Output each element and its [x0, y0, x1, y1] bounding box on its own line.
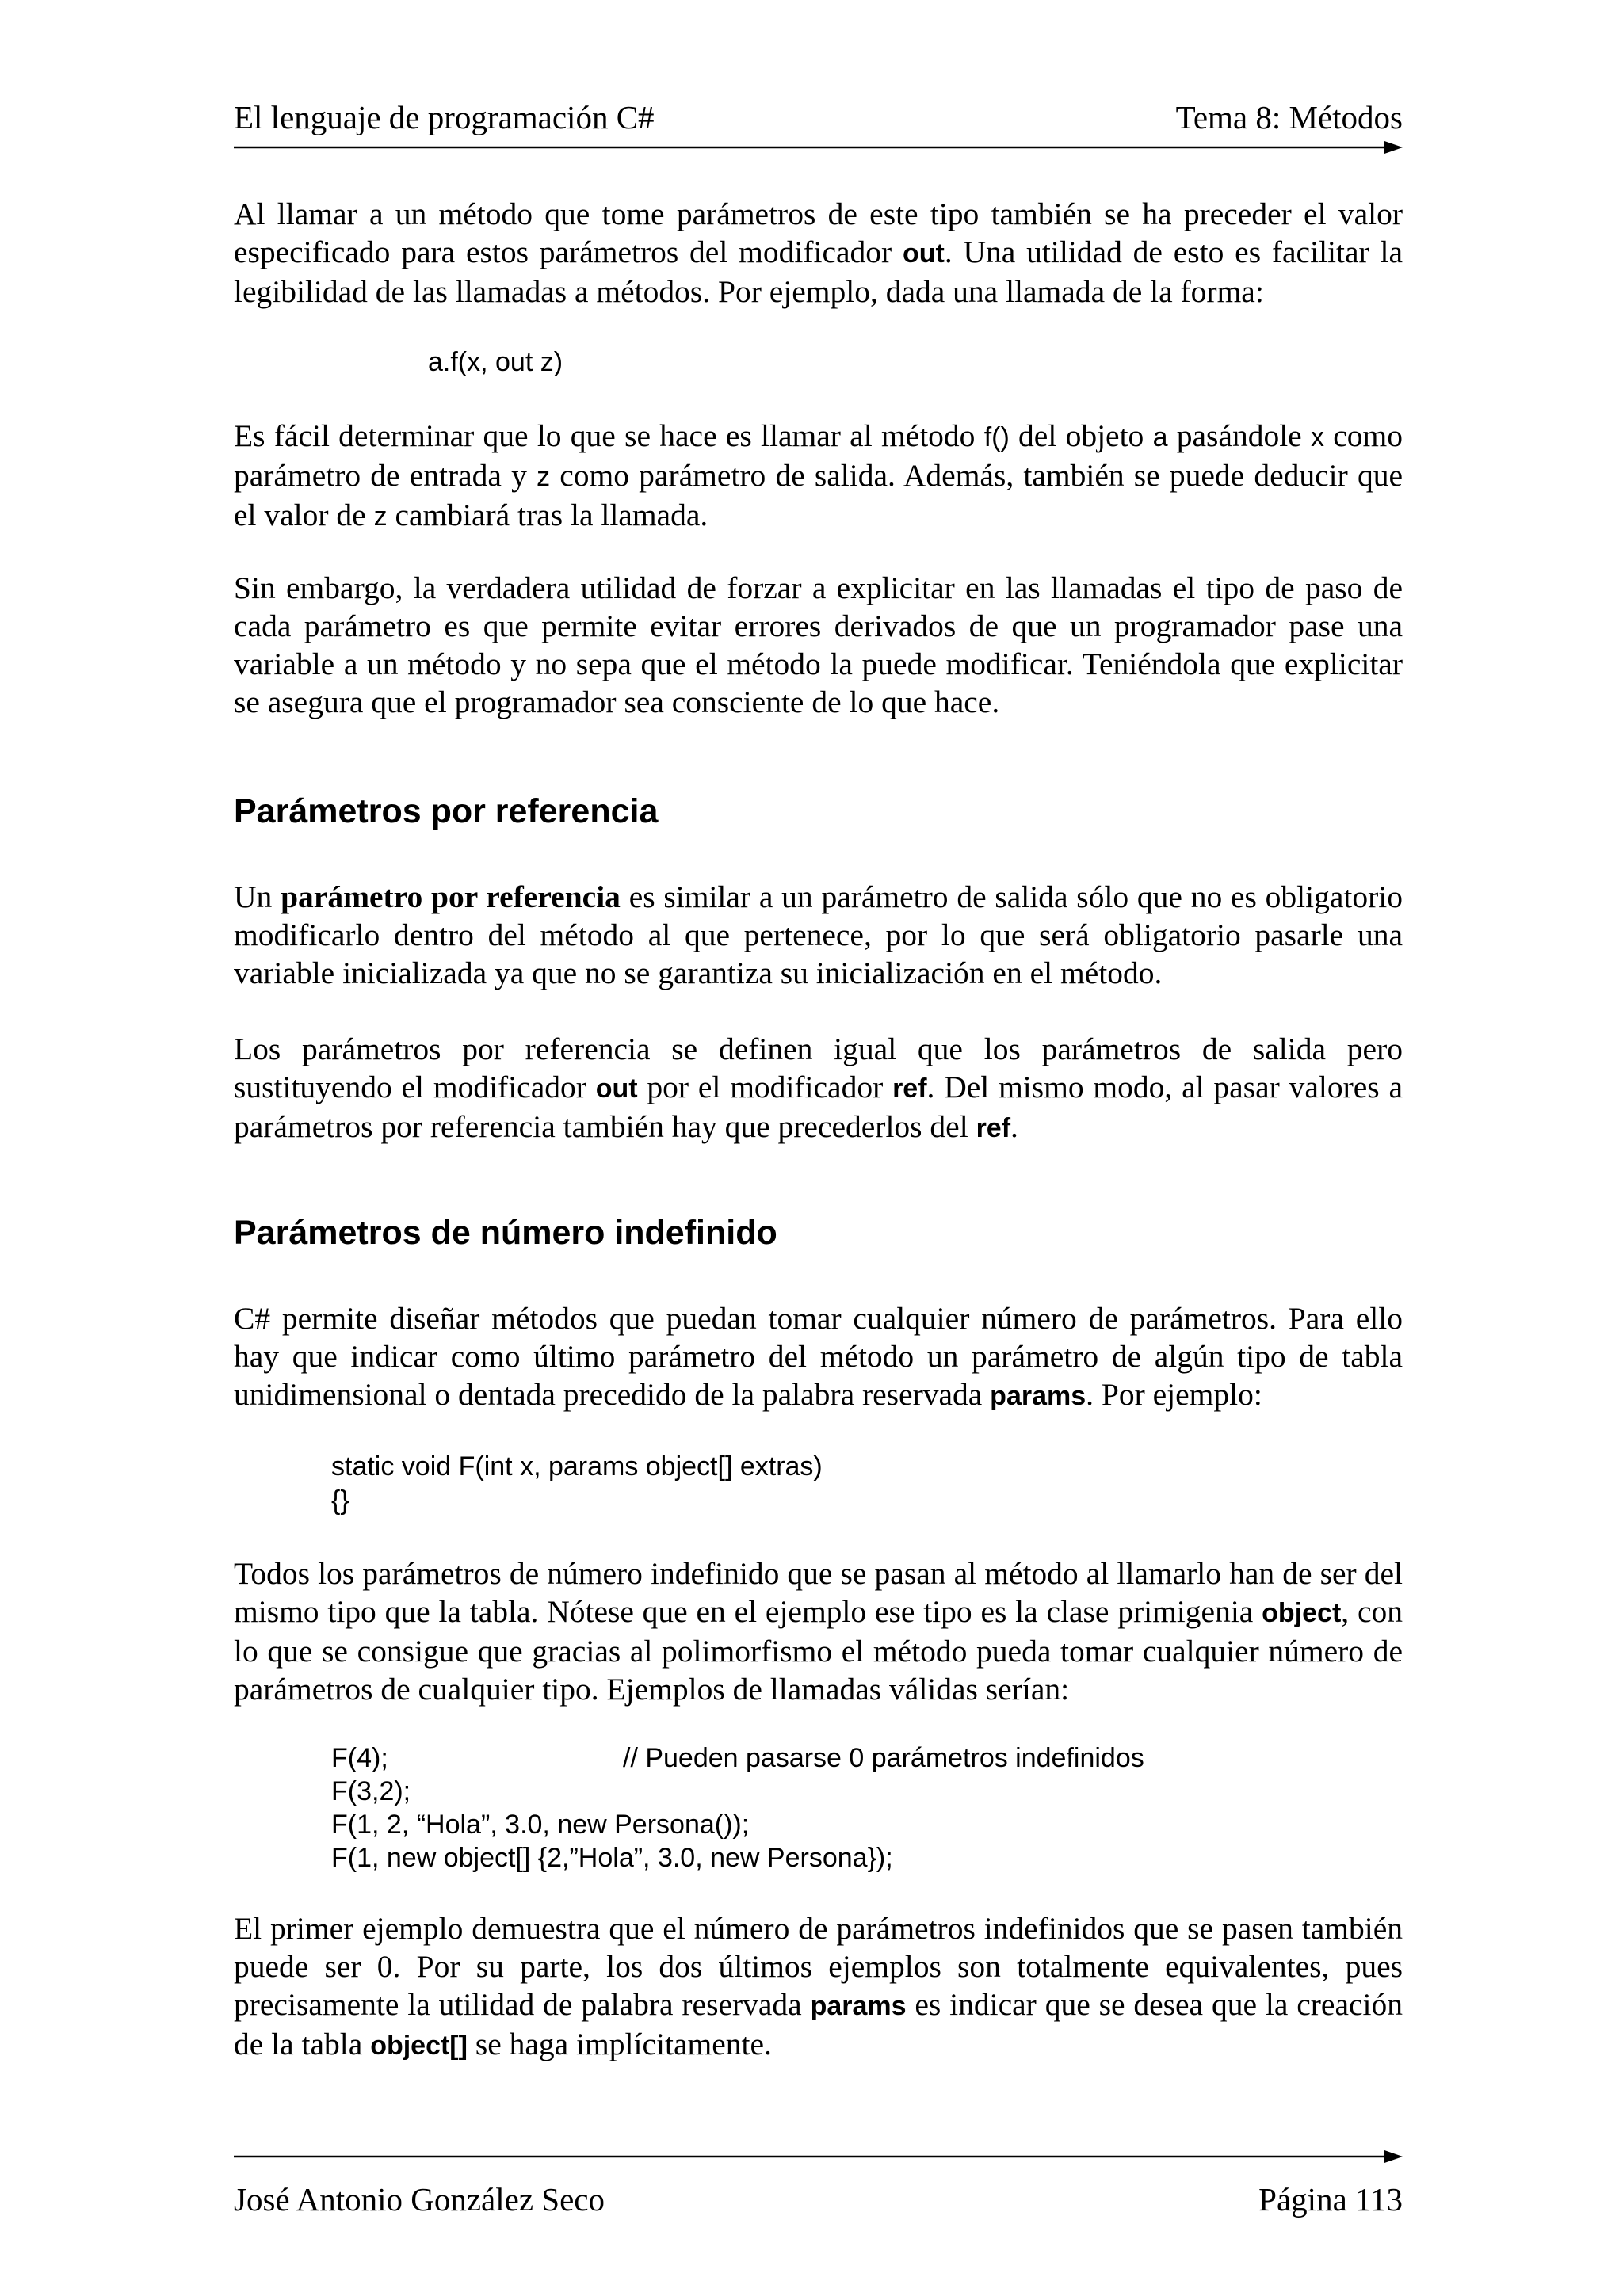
keyword-ref: ref [892, 1074, 927, 1104]
code-line: {} [331, 1486, 349, 1516]
footer-arrow-rule [234, 2147, 1403, 2166]
inline-code: a [1152, 422, 1168, 452]
text: por el modificador [637, 1070, 893, 1104]
paragraph-params-intro [234, 1299, 1403, 1415]
footer-page-number: Página 113 [1258, 2181, 1403, 2218]
text: , con lo que se consigue que gracias al polimorfismo el método pueda tomar cualquier número de parámetros de cualquier tipo. Ejemplos de llamadas válidas serían: [234, 1594, 1403, 1707]
text: C# permite diseñar métodos que puedan tomar cualquier número de parámetros. Para ello hay que indicar como último parámetro del método un parámetro de algún tipo de tabla unidimensional o dentada precedido de la palabra reservada [234, 1301, 1403, 1412]
page-header [234, 93, 1403, 141]
keyword-object: object [1262, 1598, 1342, 1628]
text: . Del mismo modo, al pasar valores a parámetros por referencia también hay que precederlos del [234, 1070, 1403, 1144]
text: se haga implícitamente. [467, 2027, 772, 2061]
text: Es fácil determinar que lo que se hace es llamar al método [234, 418, 984, 453]
keyword-params: params [810, 1991, 907, 2021]
paragraph-params-types [234, 1554, 1403, 1708]
section-heading-reference-params: Parámetros por referencia [234, 792, 659, 830]
keyword-params: params [990, 1381, 1086, 1411]
keyword-ref: ref [976, 1113, 1011, 1143]
code-line: F(3,2); [331, 1776, 411, 1806]
header-book-title: El lenguaje de programación C# [234, 99, 655, 135]
code-line: static void F(int x, params object[] extras) [331, 1451, 823, 1482]
text: cambiará tras la llamada. [387, 498, 708, 532]
text: . [1010, 1109, 1018, 1144]
text: Todos los parámetros de número indefinido que se pasan al método al llamarlo han de ser del mismo tipo que la tabla. Nótese que en el ejemplo ese tipo es la clase primigenia [234, 1556, 1403, 1629]
code-comment: // Pueden pasarse 0 parámetros indefinidos [623, 1743, 1144, 1773]
bold-term: parámetro por referencia [281, 879, 621, 914]
text: pasándole [1167, 418, 1311, 453]
text: como parámetro de entrada y [234, 418, 1403, 493]
text: . Una utilidad de esto es facilitar la legibilidad de las llamadas a métodos. Por ejemplo, dada una llamada de la forma: [234, 235, 1403, 309]
paragraph-reference-definition [234, 878, 1403, 992]
inline-code: f() [983, 422, 1010, 452]
text: Un [234, 879, 281, 914]
paragraph-out-call [234, 195, 1403, 311]
inline-code: z [373, 502, 388, 532]
code-example-call: a.f(x, out z) [428, 347, 563, 377]
paragraph-params-conclusion [234, 1909, 1403, 2065]
code-line: F(1, new object[] {2,”Hola”, 3.0, new Persona}); [331, 1843, 893, 1873]
text: Al llamar a un método que tome parámetros de este tipo también se ha preceder el valor especificado para estos parámetros del modificador [234, 196, 1403, 269]
text: es similar a un parámetro de salida sólo que no es obligatorio modificarlo dentro del método al que pertenece, por lo que será obligatorio pasarle una variable inicializada ya que no se garantiza su inicialización en el método. [234, 879, 1403, 990]
header-chapter-title: Tema 8: Métodos [1175, 99, 1403, 135]
text: El primer ejemplo demuestra que el número de parámetros indefinidos que se pasen también puede ser 0. Por su parte, los dos últimos ejemplos son totalmente equivalentes, pues precisamente la utilidad de palabra reservada [234, 1911, 1403, 2022]
paragraph-reference-syntax [234, 1030, 1403, 1147]
paragraph-utility: Sin embargo, la verdadera utilidad de forzar a explicitar en las llamadas el tipo de paso de cada parámetro es que permite evitar errores derivados de que un programador pase una variable a un método y no sepa que el método la puede modificar. Teniéndola que explicitar se asegura que el programador sea consciente de lo que hace. [234, 570, 1403, 719]
paragraph-explanation [234, 417, 1403, 536]
code-line: F(1, 2, “Hola”, 3.0, new Persona()); [331, 1810, 750, 1840]
keyword-out: out [902, 238, 945, 269]
code-line: F(4); [331, 1743, 388, 1773]
inline-code: z [537, 462, 551, 492]
text: como parámetro de salida. Además, también se puede deducir que el valor de [234, 458, 1403, 532]
section-heading-params-array: Parámetros de número indefinido [234, 1214, 777, 1252]
inline-code: x [1310, 422, 1324, 452]
footer-author: José Antonio González Seco [234, 2181, 605, 2218]
keyword-object-array: object[] [370, 2031, 468, 2061]
text: . Por ejemplo: [1086, 1377, 1262, 1412]
keyword-out: out [595, 1074, 638, 1104]
text: Los parámetros por referencia se definen igual que los parámetros de salida pero sustituyendo el modificador [234, 1032, 1403, 1104]
text: del objeto [1009, 418, 1153, 453]
text: es indicar que se desea que la creación de la tabla [234, 1987, 1403, 2061]
header-arrow-rule [234, 138, 1403, 157]
